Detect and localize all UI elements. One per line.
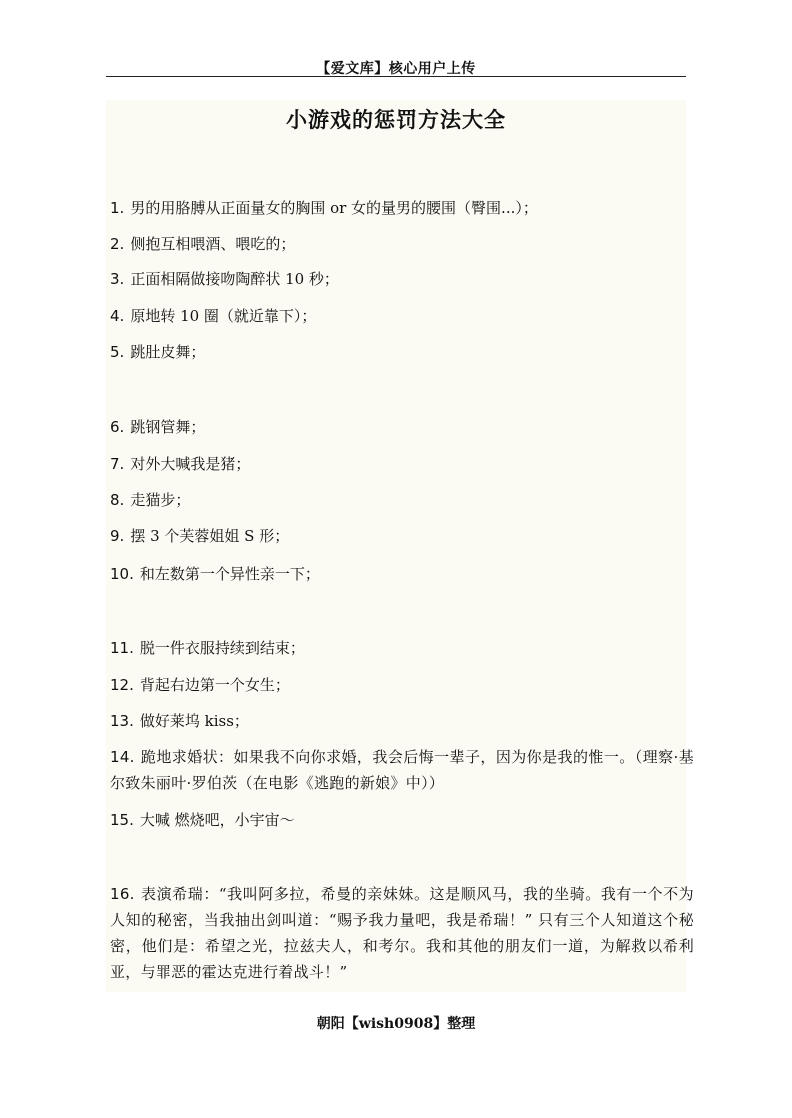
list-item [110, 807, 694, 833]
item-text: 表演希瑞：“我叫阿多拉，希曼的亲妹妹。这是顺风马，我的坐骑。我有一个不为人知的秘密，当我抽出剑叫道：“赐予我力量吧，我是希瑞！” 只有三个人知道这个秘密，他们是：希望之光，拉兹夫人，和考尔。我和其他的朋友们一道，为解救以希利亚，与罪恶的霍达克进行着战斗！” [110, 885, 694, 981]
list-item [110, 672, 694, 698]
item-number: 12. [110, 676, 134, 694]
item-text: 走猫步； [130, 491, 191, 509]
item-number: 5. [110, 343, 125, 361]
list-item [110, 635, 694, 661]
item-text: 对外大喊我是猪； [130, 455, 251, 473]
item-number: 2. [110, 235, 125, 253]
page-footer: 朝阳【wish0908】整理 [316, 1016, 476, 1032]
list-item [110, 303, 694, 329]
item-text: 跳肚皮舞； [130, 343, 206, 361]
item-number: 1. [110, 199, 125, 217]
item-text: 做好莱坞 kiss； [139, 712, 249, 730]
item-text: 侧抱互相喂酒、喂吃的； [130, 235, 296, 253]
item-text: 背起右边第一个女生； [139, 676, 290, 694]
item-number: 8. [110, 491, 125, 509]
item-text: 正面相隔做接吻陶醉状 10 秒； [130, 270, 339, 288]
list-item [110, 881, 694, 985]
header-divider [106, 76, 686, 77]
item-number: 7. [110, 455, 125, 473]
list-item [110, 414, 694, 440]
list-item [110, 266, 694, 292]
list-item [110, 231, 694, 257]
list-item [110, 523, 694, 549]
document-title: 小游戏的惩罚方法大全 [286, 107, 506, 132]
item-number: 10. [110, 565, 134, 583]
page-header: 【爱文库】核心用户上传 [316, 61, 476, 77]
item-number: 16. [110, 885, 135, 903]
item-number: 9. [110, 527, 125, 545]
item-text: 男的用胳膊从正面量女的胸围 or 女的量男的腰围（臀围...）； [130, 199, 538, 217]
item-text: 大喊 燃烧吧，小宇宙～ [139, 811, 295, 829]
item-text: 原地转 10 圈（就近靠下）； [130, 307, 317, 325]
item-text: 摆 3 个芙蓉姐姐 S 形； [130, 527, 290, 545]
list-item [110, 487, 694, 513]
item-text: 脱一件衣服持续到结束； [139, 639, 305, 657]
item-number: 4. [110, 307, 125, 325]
item-text: 跳钢管舞； [130, 418, 206, 436]
list-item [110, 744, 694, 796]
item-text: 跪地求婚状：如果我不向你求婚，我会后悔一辈子，因为你是我的惟一。（理察·基尔致朱丽叶·罗伯茨（在电影《逃跑的新娘》中）） [110, 748, 694, 792]
list-item [110, 195, 694, 221]
item-number: 14. [110, 748, 135, 766]
list-item [110, 339, 694, 365]
item-number: 3. [110, 270, 125, 288]
item-number: 6. [110, 418, 125, 436]
item-number: 13. [110, 712, 134, 730]
item-number: 15. [110, 811, 134, 829]
list-item [110, 451, 694, 477]
item-number: 11. [110, 639, 134, 657]
list-item [110, 561, 694, 587]
item-text: 和左数第一个异性亲一下； [139, 565, 320, 583]
list-item [110, 708, 694, 734]
